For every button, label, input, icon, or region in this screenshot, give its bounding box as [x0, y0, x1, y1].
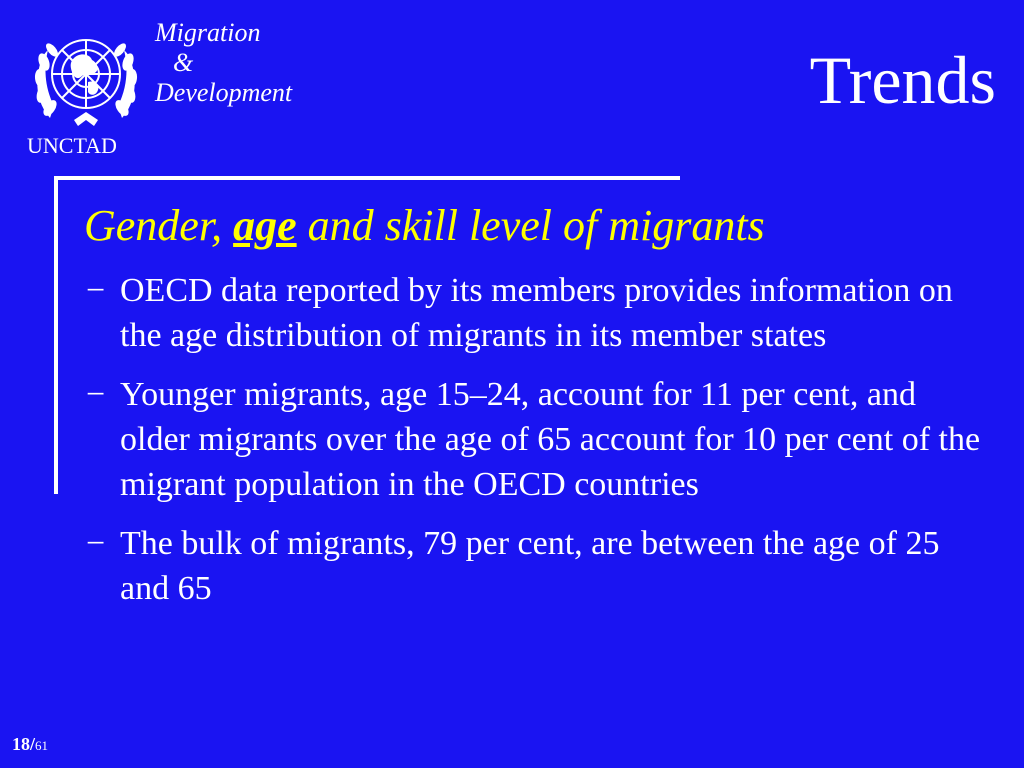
bullet-list [86, 268, 986, 625]
bullet-item [86, 372, 986, 507]
bullet-dash: − [86, 376, 106, 413]
frame-left-border [54, 176, 58, 494]
bullet-dash: − [86, 525, 106, 562]
slide-number [12, 734, 48, 755]
program-name [155, 18, 292, 108]
bullet-item [86, 268, 986, 358]
bullet-text: Younger migrants, age 15–24, account for 11 per cent, and older migrants over the age of 65 account for 10 per cent of the migrant population in the OECD countries [120, 376, 981, 503]
subtitle-emphasis: age [233, 201, 297, 250]
bullet-dash: − [86, 272, 106, 309]
subtitle-part-2: and skill level of migrants [307, 201, 765, 250]
program-line-3: Development [155, 78, 293, 107]
slide-number-current: 18/ [12, 734, 36, 754]
bullet-text: The bulk of migrants, 79 per cent, are between the age of 25 and 65 [120, 525, 940, 607]
program-line-1: Migration [155, 18, 261, 47]
subtitle-part-1: Gender, [84, 201, 223, 250]
program-line-2: & [173, 48, 194, 77]
org-name: UNCTAD [27, 133, 117, 158]
slide-number-total: 61 [35, 738, 49, 753]
bullet-text: OECD data reported by its members provides information on the age distribution of migrants in its member states [120, 272, 953, 354]
un-emblem-icon [30, 22, 142, 130]
slide-title: Trends [809, 42, 996, 118]
slide-subtitle [84, 200, 765, 252]
frame-top-border [54, 176, 680, 180]
bullet-item [86, 521, 986, 611]
